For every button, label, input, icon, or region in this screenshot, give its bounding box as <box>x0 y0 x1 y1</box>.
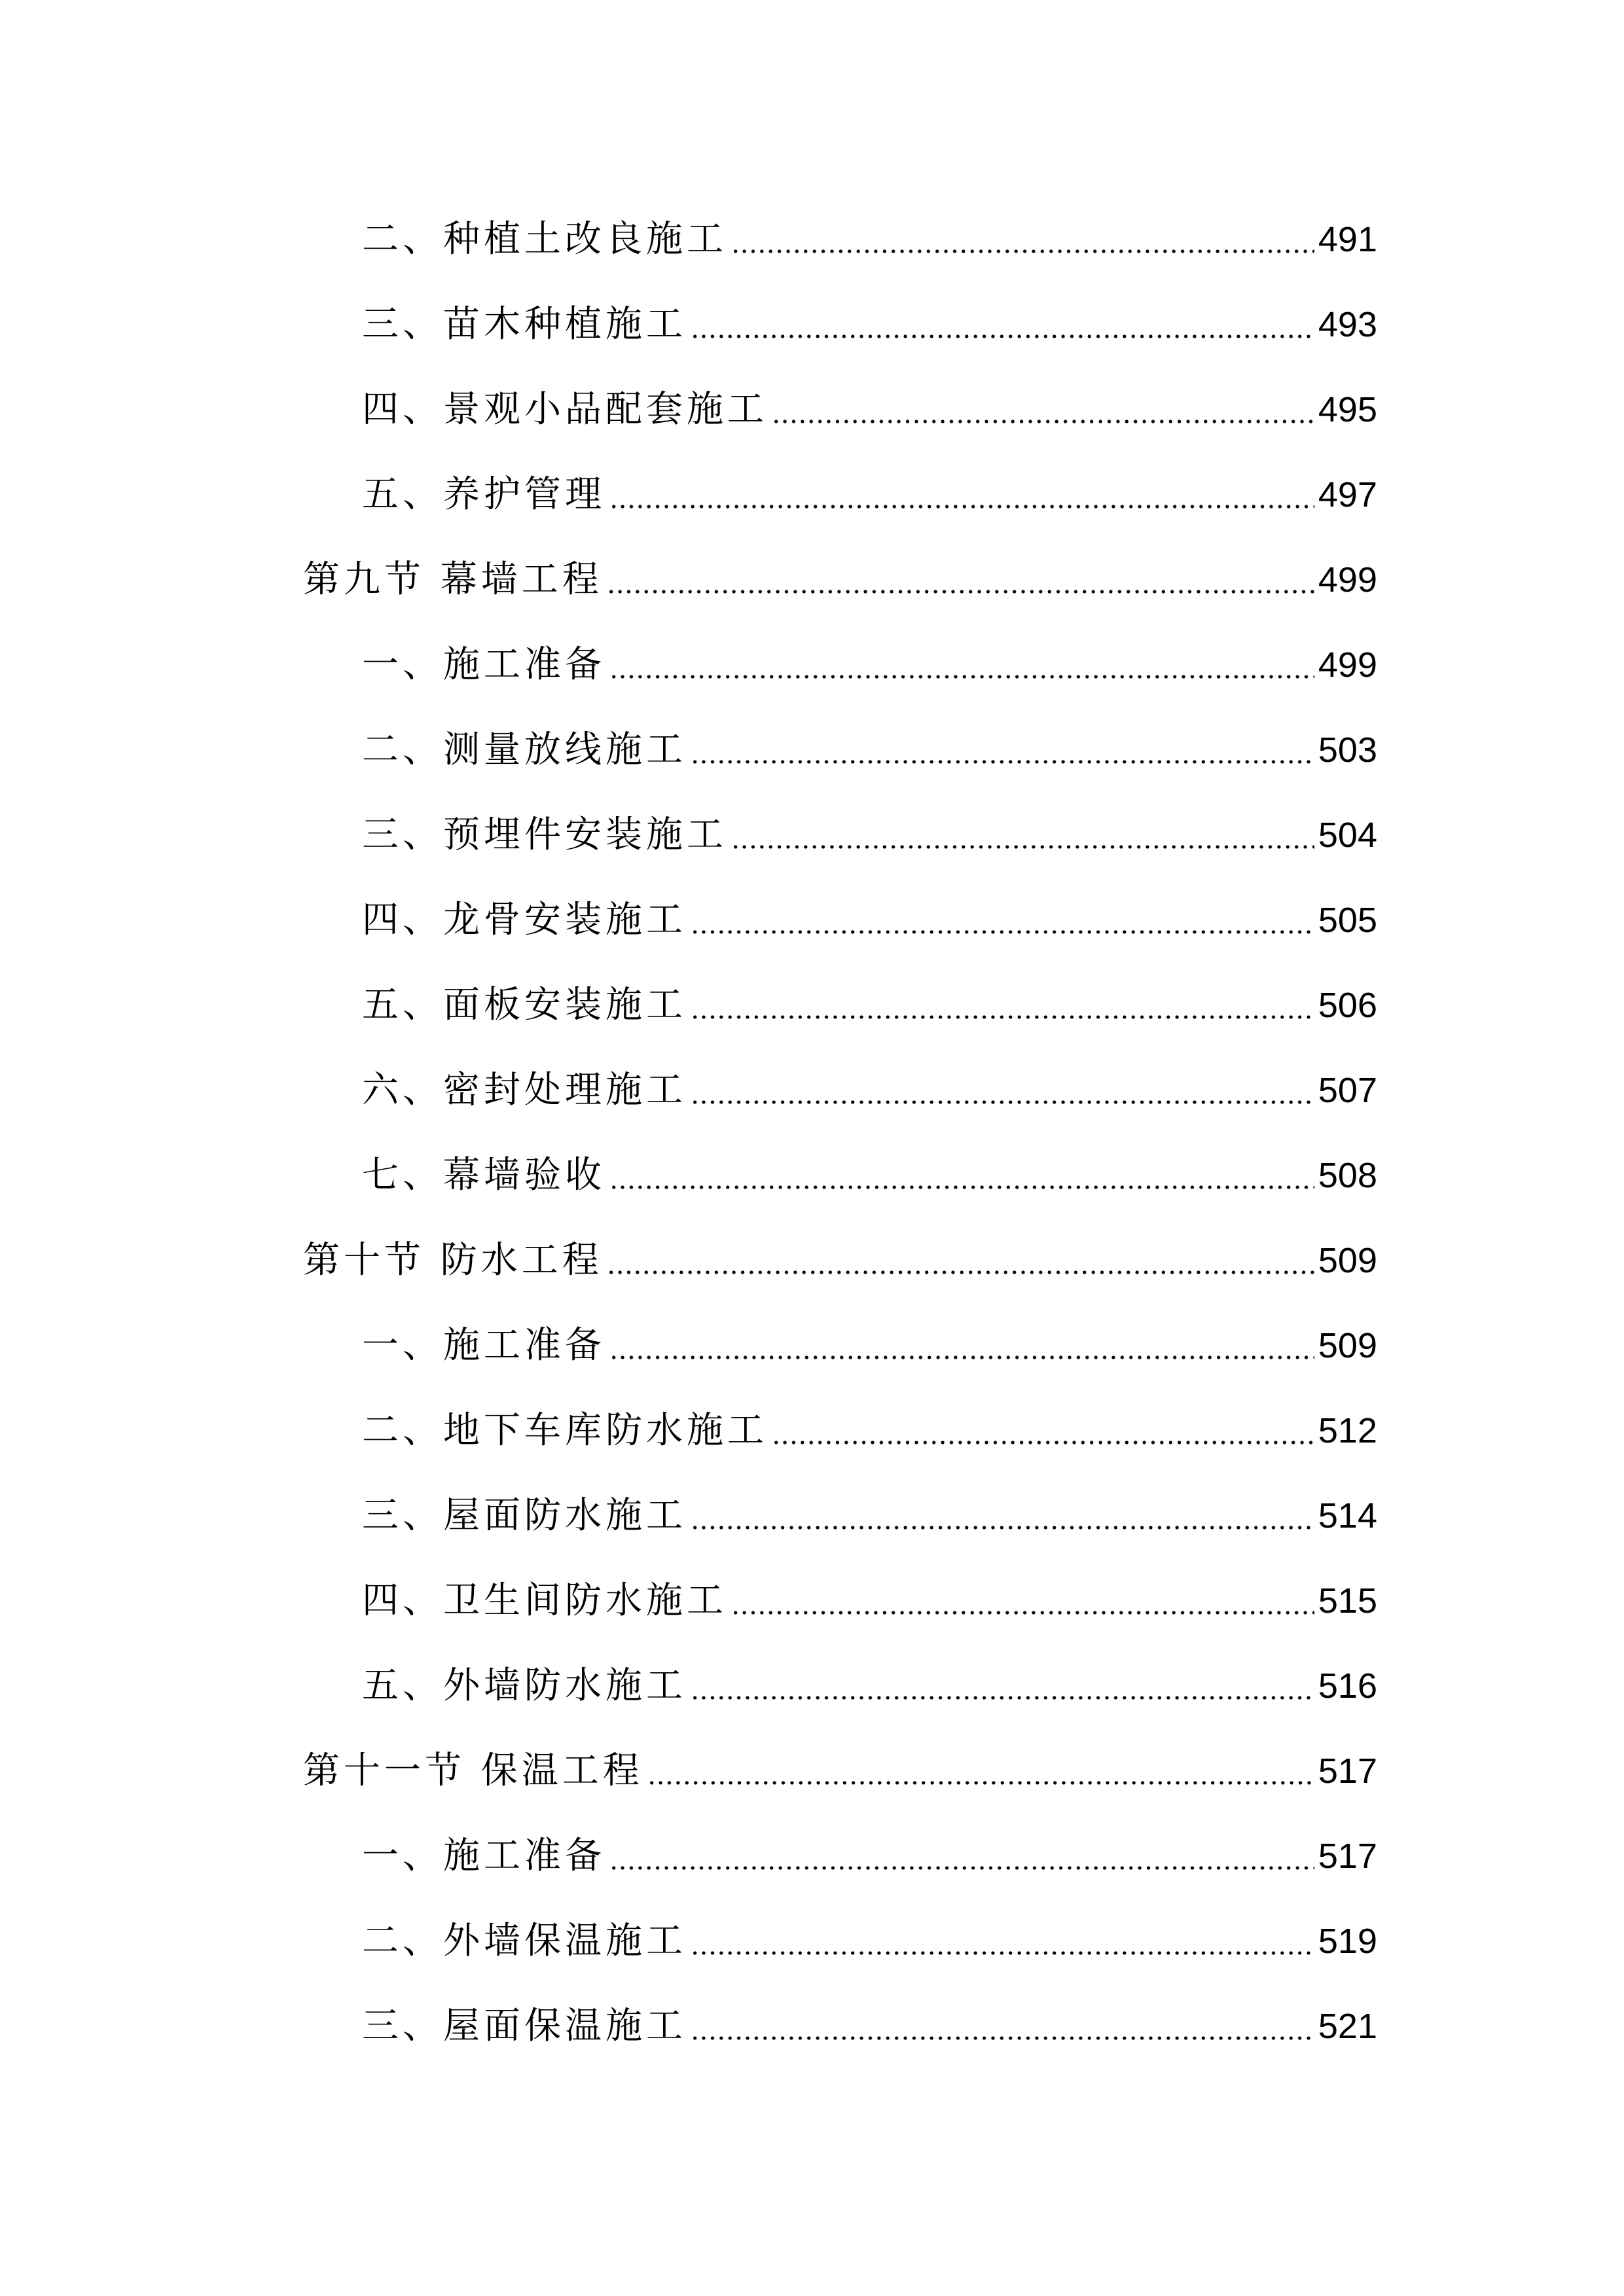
toc-dot-leader <box>607 1270 1314 1275</box>
toc-page-number: 509 <box>1318 1241 1377 1280</box>
toc-entry[interactable] <box>362 974 1377 1037</box>
toc-dot-leader <box>609 1185 1314 1190</box>
toc-entry-title: 六、密封处理施工 <box>362 1069 687 1111</box>
toc-section-entry[interactable] <box>303 1740 1377 1803</box>
toc-entry[interactable] <box>362 463 1377 526</box>
toc-entry[interactable] <box>362 1484 1377 1547</box>
toc-entry[interactable] <box>362 1059 1377 1122</box>
toc-page-number: 515 <box>1318 1581 1377 1621</box>
toc-entry-title: 一、施工准备 <box>362 1324 605 1367</box>
toc-entry-title: 三、苗木种植施工 <box>362 303 687 346</box>
toc-entry[interactable] <box>362 804 1377 867</box>
toc-page-number: 491 <box>1318 220 1377 259</box>
toc-dot-leader <box>691 2036 1314 2041</box>
toc-entry[interactable] <box>362 1910 1377 1973</box>
toc-section-title: 第十节 防水工程 <box>303 1239 603 1282</box>
toc-entry-title: 二、地下车库防水施工 <box>362 1409 768 1452</box>
toc-dot-leader <box>731 249 1314 254</box>
toc-dot-leader <box>609 1355 1314 1360</box>
toc-page-number: 507 <box>1318 1071 1377 1110</box>
toc-dot-leader <box>691 334 1314 339</box>
toc-entry[interactable] <box>362 719 1377 781</box>
toc-page-number: 495 <box>1318 390 1377 429</box>
toc-dot-leader <box>609 674 1314 679</box>
toc-dot-leader <box>607 589 1314 594</box>
toc-dot-leader <box>647 1780 1314 1785</box>
toc-dot-leader <box>691 1695 1314 1700</box>
toc-page-number: 504 <box>1318 816 1377 855</box>
toc-dot-leader <box>731 844 1314 850</box>
toc-dot-leader <box>691 929 1314 935</box>
toc-entry-title: 五、面板安装施工 <box>362 984 687 1026</box>
toc-page-number: 517 <box>1318 1751 1377 1791</box>
toc-dot-leader <box>691 1014 1314 1020</box>
toc-entry-title: 四、卫生间防水施工 <box>362 1579 727 1622</box>
toc-dot-leader <box>609 1865 1314 1871</box>
toc-page-number: 517 <box>1318 1837 1377 1876</box>
toc-dot-leader <box>691 1950 1314 1956</box>
toc-section-title: 第十一节 保温工程 <box>303 1749 643 1792</box>
toc-entry[interactable] <box>362 1399 1377 1462</box>
toc-page-number: 506 <box>1318 986 1377 1025</box>
toc-entry-title: 四、龙骨安装施工 <box>362 899 687 941</box>
toc-page-number: 499 <box>1318 560 1377 600</box>
toc-section-title: 第九节 幕墙工程 <box>303 558 603 601</box>
toc-entry-title: 一、施工准备 <box>362 1835 605 1877</box>
toc-entry[interactable] <box>362 889 1377 952</box>
toc-entry-title: 五、外墙防水施工 <box>362 1664 687 1707</box>
toc-section-entry[interactable] <box>303 548 1377 611</box>
toc-page-number: 512 <box>1318 1411 1377 1450</box>
toc-entry-title: 二、外墙保温施工 <box>362 1920 687 1962</box>
toc-entry[interactable] <box>362 1825 1377 1888</box>
toc-entry-title: 三、预埋件安装施工 <box>362 814 727 856</box>
toc-entry[interactable] <box>362 1314 1377 1377</box>
toc-page-number: 509 <box>1318 1326 1377 1365</box>
toc-entry[interactable] <box>362 1995 1377 2058</box>
toc-dot-leader <box>772 419 1314 424</box>
toc-entry[interactable] <box>362 378 1377 441</box>
toc-entry-title: 七、幕墙验收 <box>362 1154 605 1196</box>
toc-page-number: 521 <box>1318 2007 1377 2046</box>
toc-entry-title: 一、施工准备 <box>362 643 605 686</box>
toc-entry-title: 三、屋面防水施工 <box>362 1494 687 1537</box>
toc-entry-title: 五、养护管理 <box>362 473 605 516</box>
toc-entry[interactable] <box>362 293 1377 356</box>
toc-entry[interactable] <box>362 1144 1377 1207</box>
toc-section-entry[interactable] <box>303 1229 1377 1292</box>
toc-page-number: 508 <box>1318 1156 1377 1195</box>
toc-page-number: 519 <box>1318 1922 1377 1961</box>
toc-page-number: 499 <box>1318 645 1377 685</box>
toc-dot-leader <box>609 504 1314 509</box>
toc-page-number: 505 <box>1318 901 1377 940</box>
toc-entry[interactable] <box>362 1570 1377 1632</box>
toc-entry-title: 四、景观小品配套施工 <box>362 388 768 431</box>
toc-page-number: 514 <box>1318 1496 1377 1535</box>
toc-entry-title: 二、测量放线施工 <box>362 728 687 771</box>
toc-entry[interactable] <box>362 208 1377 271</box>
toc-page-number: 493 <box>1318 305 1377 344</box>
toc-dot-leader <box>691 1100 1314 1105</box>
toc-page-number: 497 <box>1318 475 1377 514</box>
toc-dot-leader <box>691 1525 1314 1530</box>
toc-entry[interactable] <box>362 1655 1377 1717</box>
toc-entry-title: 二、种植土改良施工 <box>362 218 727 260</box>
toc-dot-leader <box>691 759 1314 764</box>
toc-dot-leader <box>772 1440 1314 1445</box>
toc-entry[interactable] <box>362 634 1377 696</box>
toc-entry-title: 三、屋面保温施工 <box>362 2005 687 2047</box>
toc-page-number: 503 <box>1318 730 1377 770</box>
toc-dot-leader <box>731 1610 1314 1615</box>
toc-page-number: 516 <box>1318 1666 1377 1706</box>
